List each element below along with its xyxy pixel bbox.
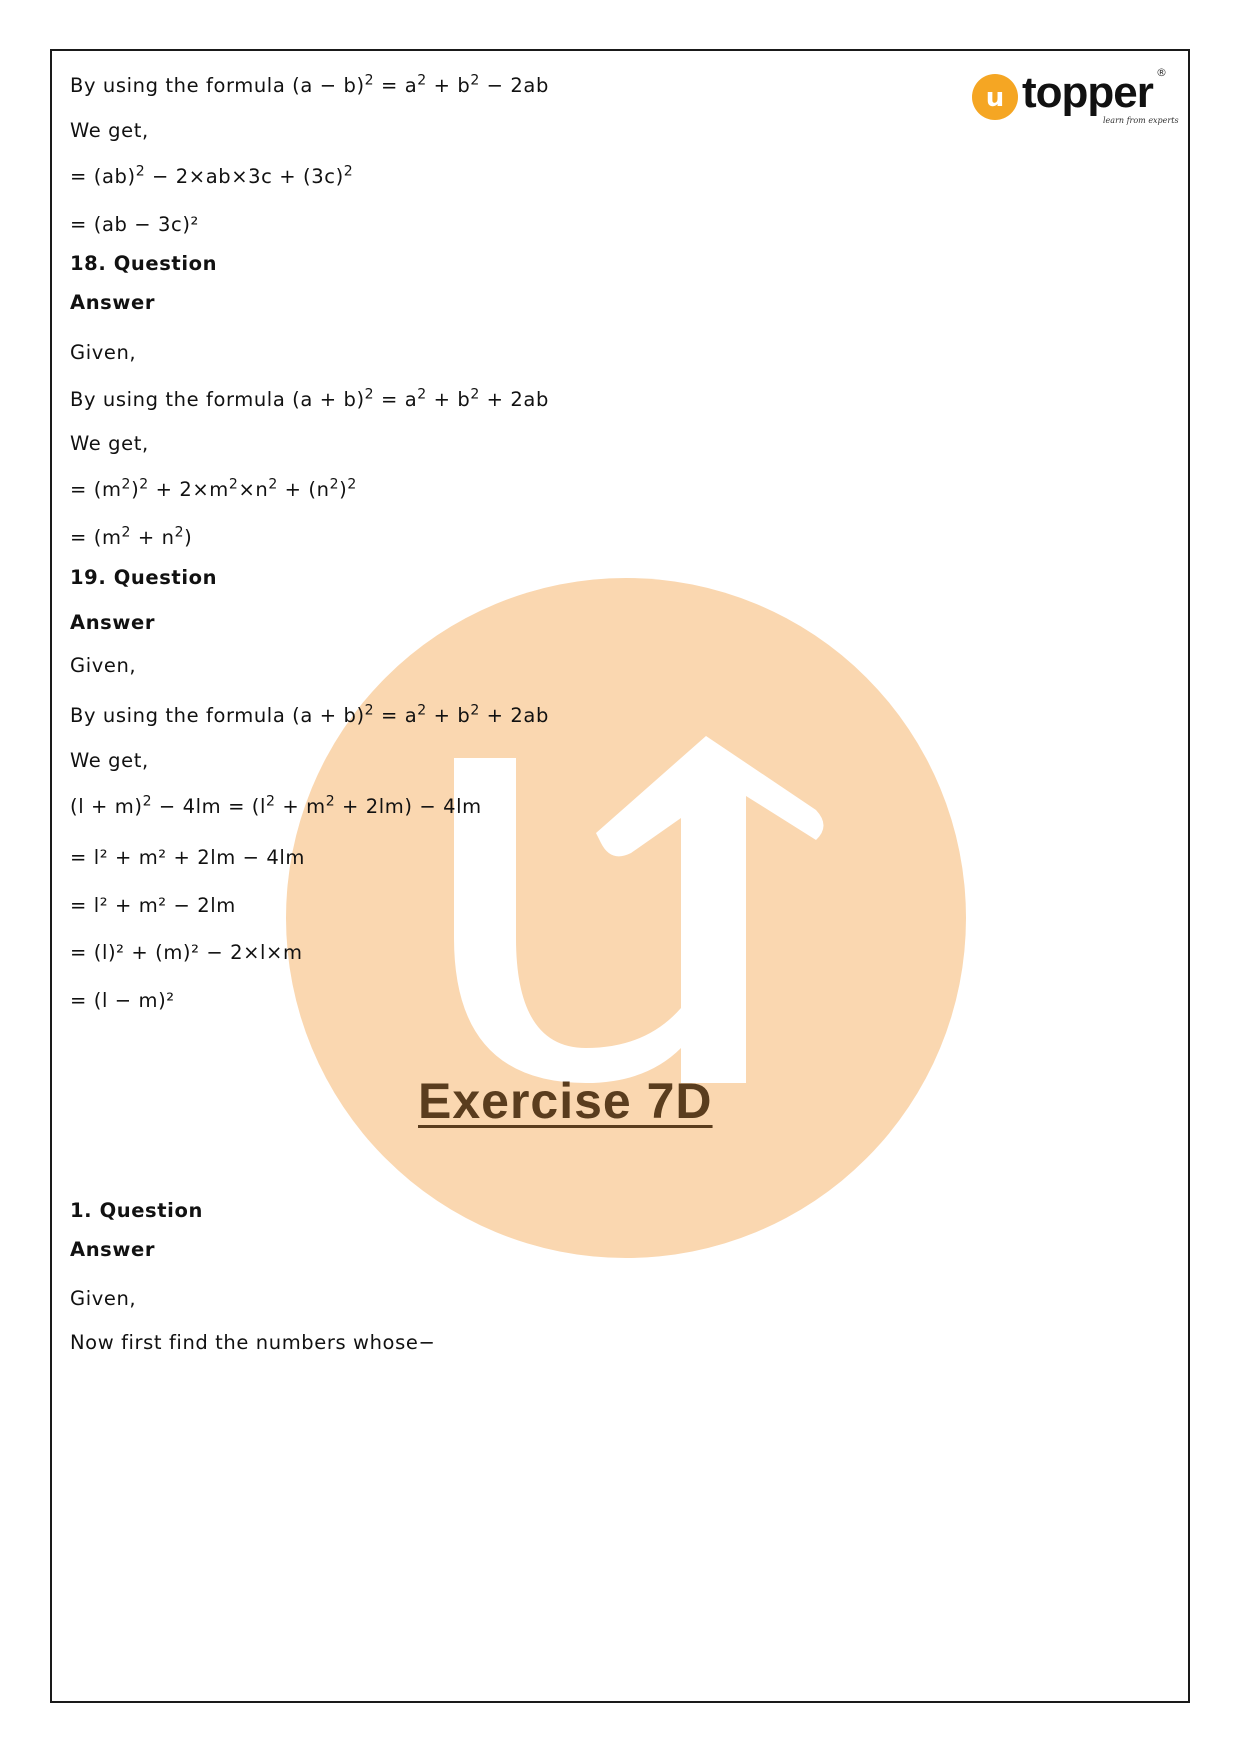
math-line: = $(ab)^2 - 2\times ab\times 3c + (3c)^2$	[70, 163, 354, 188]
text-line: We get,	[70, 749, 149, 772]
math-line: = (ab − 3c)²	[70, 213, 199, 236]
topper-badge-icon	[970, 72, 1020, 122]
text-line: Given,	[70, 1287, 137, 1310]
text-line: We get,	[70, 432, 149, 455]
answer-heading: Answer	[70, 1238, 156, 1261]
math-line: = l² + m² + 2lm − 4lm	[70, 846, 306, 869]
math-line: $(l + m)^2 - 4lm = (l^2 + m^2 + 2lm) - 4lm$	[70, 793, 482, 818]
formula-line: By using the formula $(a + b)^2 = a^2 + b^2 + 2ab$	[70, 702, 549, 727]
registered-mark: ®	[1156, 66, 1167, 79]
formula-line: By using the formula $(a - b)^2 = a^2 + b^2 - 2ab$	[70, 72, 549, 97]
text-line: We get,	[70, 119, 149, 142]
svg-text:u: u	[985, 83, 1005, 113]
answer-heading: Answer	[70, 611, 156, 634]
question-heading: 18. Question	[70, 252, 218, 275]
watermark-logo-icon	[286, 578, 966, 1258]
exercise-heading: Exercise 7D	[418, 1073, 713, 1129]
text-line: Now first find the numbers whose−	[70, 1331, 436, 1354]
text-line: Given,	[70, 341, 137, 364]
brand-name: topper	[1022, 68, 1153, 117]
math-line: = (l − m)²	[70, 989, 175, 1012]
question-heading: 1. Question	[70, 1199, 203, 1222]
formula-line: By using the formula $(a + b)^2 = a^2 + b^2 + 2ab$	[70, 386, 549, 411]
math-line: = $(m^2 + n^2)$	[70, 524, 193, 549]
math-line: = $(m^2)^2 + 2\times m^2\times n^2 + (n^2)^2$	[70, 476, 357, 501]
text-line: Given,	[70, 654, 137, 677]
topper-logo	[970, 66, 1179, 130]
math-line: = l² + m² − 2lm	[70, 894, 236, 917]
answer-heading: Answer	[70, 291, 156, 314]
math-line: = (l)² + (m)² − 2×l×m	[70, 941, 303, 964]
question-heading: 19. Question	[70, 566, 218, 589]
brand-tagline: learn from experts	[1103, 116, 1179, 125]
